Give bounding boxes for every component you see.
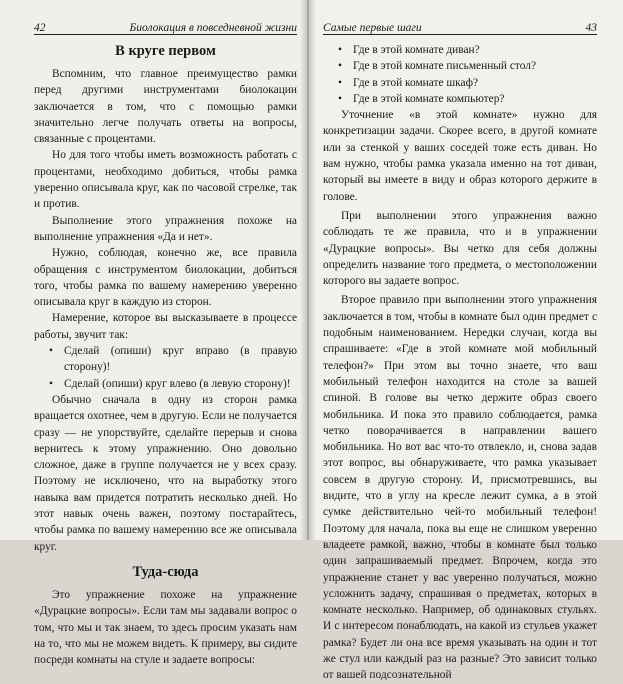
list-item-text: Где в этой комнате компьютер? bbox=[353, 92, 505, 105]
list-item-text: Где в этой комнате диван? bbox=[353, 44, 480, 56]
list-item bbox=[323, 58, 597, 74]
paragraph: Вспомним, что главное преимущество рамки перед другими инструментами биолокации заключается в том, что с помощью рамки значительно легче получать ответы на вопросы, связанные с процентами. bbox=[34, 68, 297, 146]
left-running-header bbox=[34, 18, 297, 35]
left-page-content bbox=[34, 40, 297, 668]
list-item bbox=[323, 91, 597, 107]
section-heading-circle: В круге первом bbox=[115, 43, 216, 59]
paragraph: Но для того чтобы иметь возможность работать с процентами, необходимо добиться, чтобы рамка уверенно описывала круг, как по часовой стрелке, так и против. bbox=[34, 149, 297, 211]
paragraph: Нужно, соблюдая, конечно же, все правила обращения с инструментом биолокации, добиться того, чтобы рамка по вашему намерению уверенно описывала круг в каждую из сторон. bbox=[34, 247, 297, 309]
list-item-text: Где в этой комнате шкаф? bbox=[353, 76, 479, 89]
book-gutter bbox=[300, 0, 316, 540]
paragraph: Намерение, которое вы высказываете в процессе работы, звучит так: bbox=[34, 312, 297, 341]
list-item-text: Сделай (опиши) круг влево (в левую сторону)! bbox=[64, 377, 291, 390]
list-item bbox=[34, 343, 297, 376]
right-running-title: Самые первые шаги bbox=[323, 22, 422, 34]
bullet-icon: • bbox=[49, 377, 53, 390]
paragraph: При выполнении этого упражнения важно соблюдать те же правила, что и в упражнении «Дурацкие вопросы». Вы четко для себя должны определить название того предмета, о местоположении которого вы задаете вопрос. bbox=[323, 209, 597, 288]
left-running-title: Биолокация в повседневной жизни bbox=[129, 22, 297, 34]
paragraph: Это упражнение похоже на упражнение «Дурацкие вопросы». Если там мы задавали вопрос о том, что мы и так знаем, то здесь просим указать нам на то, что мы не можем видеть. К примеру, вы сидите посреди комнаты на стуле и задаете вопросы: bbox=[34, 588, 297, 667]
list-item bbox=[34, 376, 297, 392]
bullet-icon: • bbox=[49, 345, 53, 358]
section-heading-back-and-forth: Туда-сюда bbox=[132, 563, 199, 580]
paragraph: Уточнение «в этой комнате» нужно для конкретизации задачи. Скорее всего, в другой комнате или за стенкой у ваших соседей тоже есть диван. Но вам нужно, чтобы рамка указала именно на тот диван, который вы имеете в виду и образ которого держите в голове. bbox=[323, 109, 597, 203]
list-item-text: Где в этой комнате письменный стол? bbox=[353, 60, 537, 73]
bullet-list bbox=[34, 343, 297, 392]
paragraph: Обычно сначала в одну из сторон рамка вращается охотнее, чем в другую. Если не получается сразу — не упорствуйте, сделайте перерыв и снова вернитесь к этому упражнению. Оно довольно сложное, даже в группе получается не у всех сразу. Поэтому не исключено, что на выработку этого навыка вам придется потратить несколько дней. Но этот навык очень важен, поэтому постарайтесь, чтобы рамка по вашему намерению все же описывала круг. bbox=[34, 393, 297, 553]
list-item bbox=[323, 75, 597, 91]
left-page bbox=[0, 0, 307, 667]
list-item bbox=[323, 42, 597, 58]
bullet-list bbox=[323, 42, 597, 107]
bullet-icon: • bbox=[338, 92, 342, 105]
list-item-text: Сделай (опиши) круг вправо (в правую сторону)! bbox=[64, 345, 297, 374]
right-running-header bbox=[323, 18, 597, 35]
left-page-number: 42 bbox=[34, 22, 46, 34]
paragraph: Второе правило при выполнении этого упражнения заключается в том, чтобы в комнате был один предмет с подобным наименованием. Нередки случаи, когда вы спрашиваете: «Где в этой комнате мой мобильный телефон?» При этом вы точно знаете, что ваш мобильный телефон находится на столе за вашей спиной. В голове вы четко держите образ своего мобильника. И пока это правило соблюдается, рамка четко поворачивается в направлении вашего мобильника. Но вот вас что-то отвлекло, и, снова задав этот вопрос, вы обнаруживаете, что рамка указывает совсем в другую сторону. И, присмотревшись, вы видите, что в углу на кресле лежит сумка, а в этой сумке действительно чей-то мобильный телефон! Поэтому для начала, пока вы еще не слишком уверенно владеете рамкой, важно, чтобы в комнате был только один запрашиваемый предмет. Впрочем, когда это упражнение станет у вас уверенно получаться, можно усложнить задачу, спрашивая о предметах, которых в комнате несколько. Например, об одинаковых стульях. И с интересом понаблюдать, на какой из стульев укажет рамка? Будет ли она все время указывать на один и тот же стул или каждый раз на разные? Это зависит только от вашей подсознательной bbox=[323, 294, 597, 682]
paragraph: Выполнение этого упражнения похоже на выполнение упражнения «Да и нет». bbox=[34, 214, 297, 243]
bullet-icon: • bbox=[338, 44, 342, 56]
right-page-number: 43 bbox=[585, 22, 597, 34]
bullet-icon: • bbox=[338, 76, 342, 89]
right-page-content bbox=[323, 42, 597, 684]
right-page bbox=[309, 0, 623, 682]
bullet-icon: • bbox=[338, 60, 342, 73]
